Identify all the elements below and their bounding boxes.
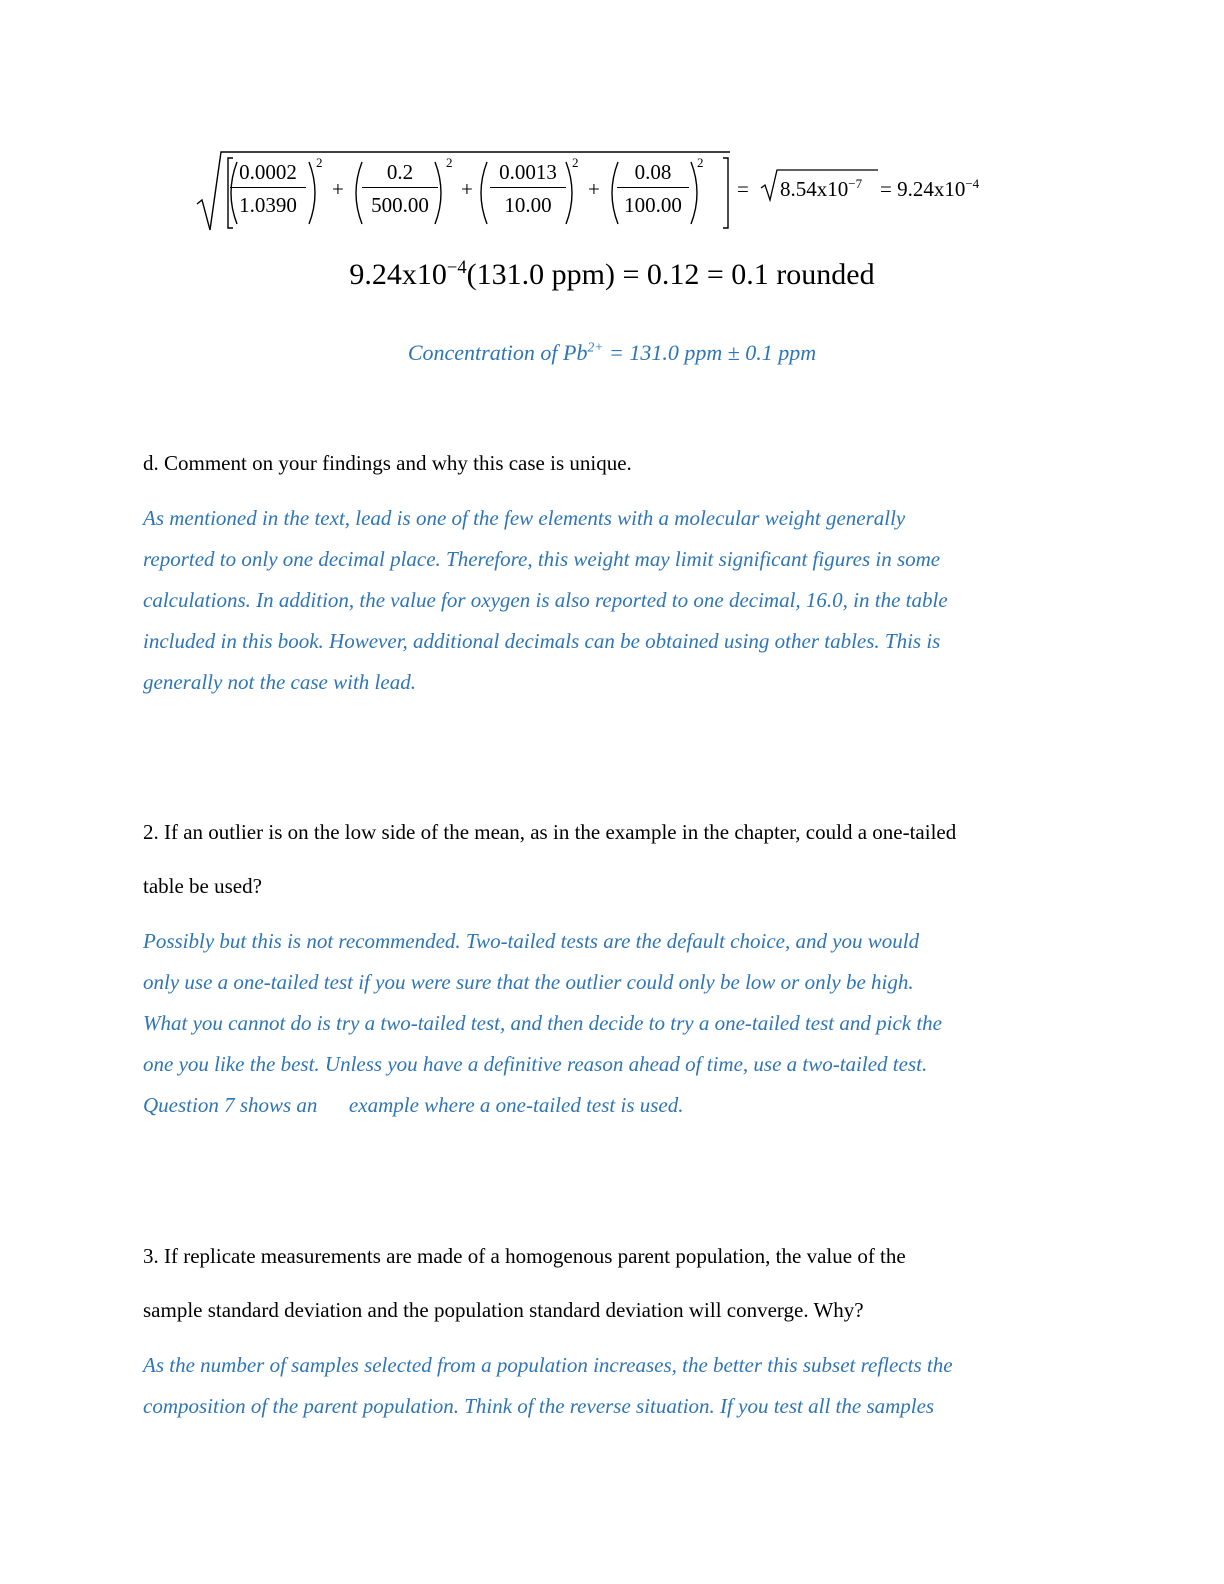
- fraction-term-4: [617, 160, 689, 217]
- fraction-term-2: [362, 160, 438, 217]
- numerator: 0.2: [386, 160, 414, 184]
- answer-line: As mentioned in the text, lead is one of the few elements with a molecular weight generally: [143, 506, 906, 530]
- exponent: 2: [572, 155, 579, 170]
- question-d: d. Comment on your findings and why this case is unique.: [143, 451, 632, 475]
- answer-line: calculations. In addition, the value for oxygen is also reported to one decimal, 16.0, in the table: [143, 588, 948, 612]
- question-line: sample standard deviation and the population standard deviation will converge. Why?: [143, 1298, 864, 1322]
- concentration-value: = 131.0 ppm: [603, 340, 728, 365]
- answer-line: reported to only one decimal place. Therefore, this weight may limit significant figures in some: [143, 547, 941, 571]
- radicand: [780, 177, 862, 202]
- exponent: 2: [697, 155, 704, 170]
- answer-line: Possibly but this is not recommended. Two-tailed tests are the default choice, and you would: [143, 929, 920, 953]
- answer-line: composition of the parent population. Think of the reverse situation. If you test all the samples: [143, 1394, 935, 1418]
- exponent: 2: [316, 155, 323, 170]
- fraction-bar: [230, 187, 306, 188]
- question-line: 3. If replicate measurements are made of a homogenous parent population, the value of the: [143, 1244, 906, 1268]
- denominator: 500.00: [371, 193, 429, 217]
- denominator: 100.00: [624, 193, 682, 217]
- result-base: = 9.24x10: [880, 177, 966, 201]
- exponent: 2: [446, 155, 453, 170]
- plus-sign: +: [461, 177, 473, 201]
- question-line: 2. If an outlier is on the low side of the mean, as in the example in the chapter, could a one-tailed: [143, 820, 957, 844]
- fraction-term-3: [490, 160, 566, 217]
- plus-minus-sign: ±: [727, 340, 740, 365]
- question-line: table be used?: [143, 874, 262, 898]
- concentration-label: Concentration of Pb: [407, 340, 588, 365]
- rounded-result-line: [0, 258, 1224, 292]
- answer-line: only use a one-tailed test if you were sure that the outlier could only be low or only be high.: [143, 970, 914, 994]
- denominator: 10.00: [504, 193, 552, 217]
- formula-result: [880, 177, 979, 202]
- fraction-bar: [490, 187, 566, 188]
- plus-sign: +: [332, 177, 344, 201]
- answer-line: included in this book. However, additional decimals can be obtained using other tables. This is: [143, 629, 941, 653]
- answer-line: What you cannot do is try a two-tailed test, and then decide to try a one-tailed test and pick the: [143, 1011, 943, 1035]
- ion-charge: 2+: [587, 339, 604, 355]
- answer-line: one you like the best. Unless you have a definitive reason ahead of time, use a two-tailed test.: [143, 1052, 928, 1076]
- fraction-term-1: [230, 160, 306, 217]
- numerator: 0.0013: [499, 160, 557, 184]
- value-exponent: −4: [446, 257, 467, 278]
- fraction-bar: [362, 187, 438, 188]
- denominator: 1.0390: [239, 193, 297, 217]
- numerator: 0.0002: [239, 160, 297, 184]
- concentration-result: [0, 340, 1224, 366]
- answer-line: Question 7 shows an example where a one-tailed test is used.: [143, 1093, 684, 1117]
- answer-line: As the number of samples selected from a population increases, the better this subset reflects the: [143, 1353, 953, 1377]
- answer-line: generally not the case with lead.: [143, 670, 416, 694]
- equals-sign: =: [737, 177, 749, 201]
- numerator: 0.08: [634, 160, 672, 184]
- radicand-base: 8.54x10: [780, 177, 849, 201]
- value-base: 9.24x10: [349, 258, 447, 291]
- radicand-exponent: −7: [848, 176, 863, 191]
- fraction-bar: [617, 187, 689, 188]
- plus-sign: +: [588, 177, 600, 201]
- result-exponent: −4: [965, 176, 980, 191]
- value-rest: (131.0 ppm) = 0.12 = 0.1 rounded: [466, 258, 875, 291]
- concentration-uncertainty: 0.1 ppm: [739, 340, 817, 365]
